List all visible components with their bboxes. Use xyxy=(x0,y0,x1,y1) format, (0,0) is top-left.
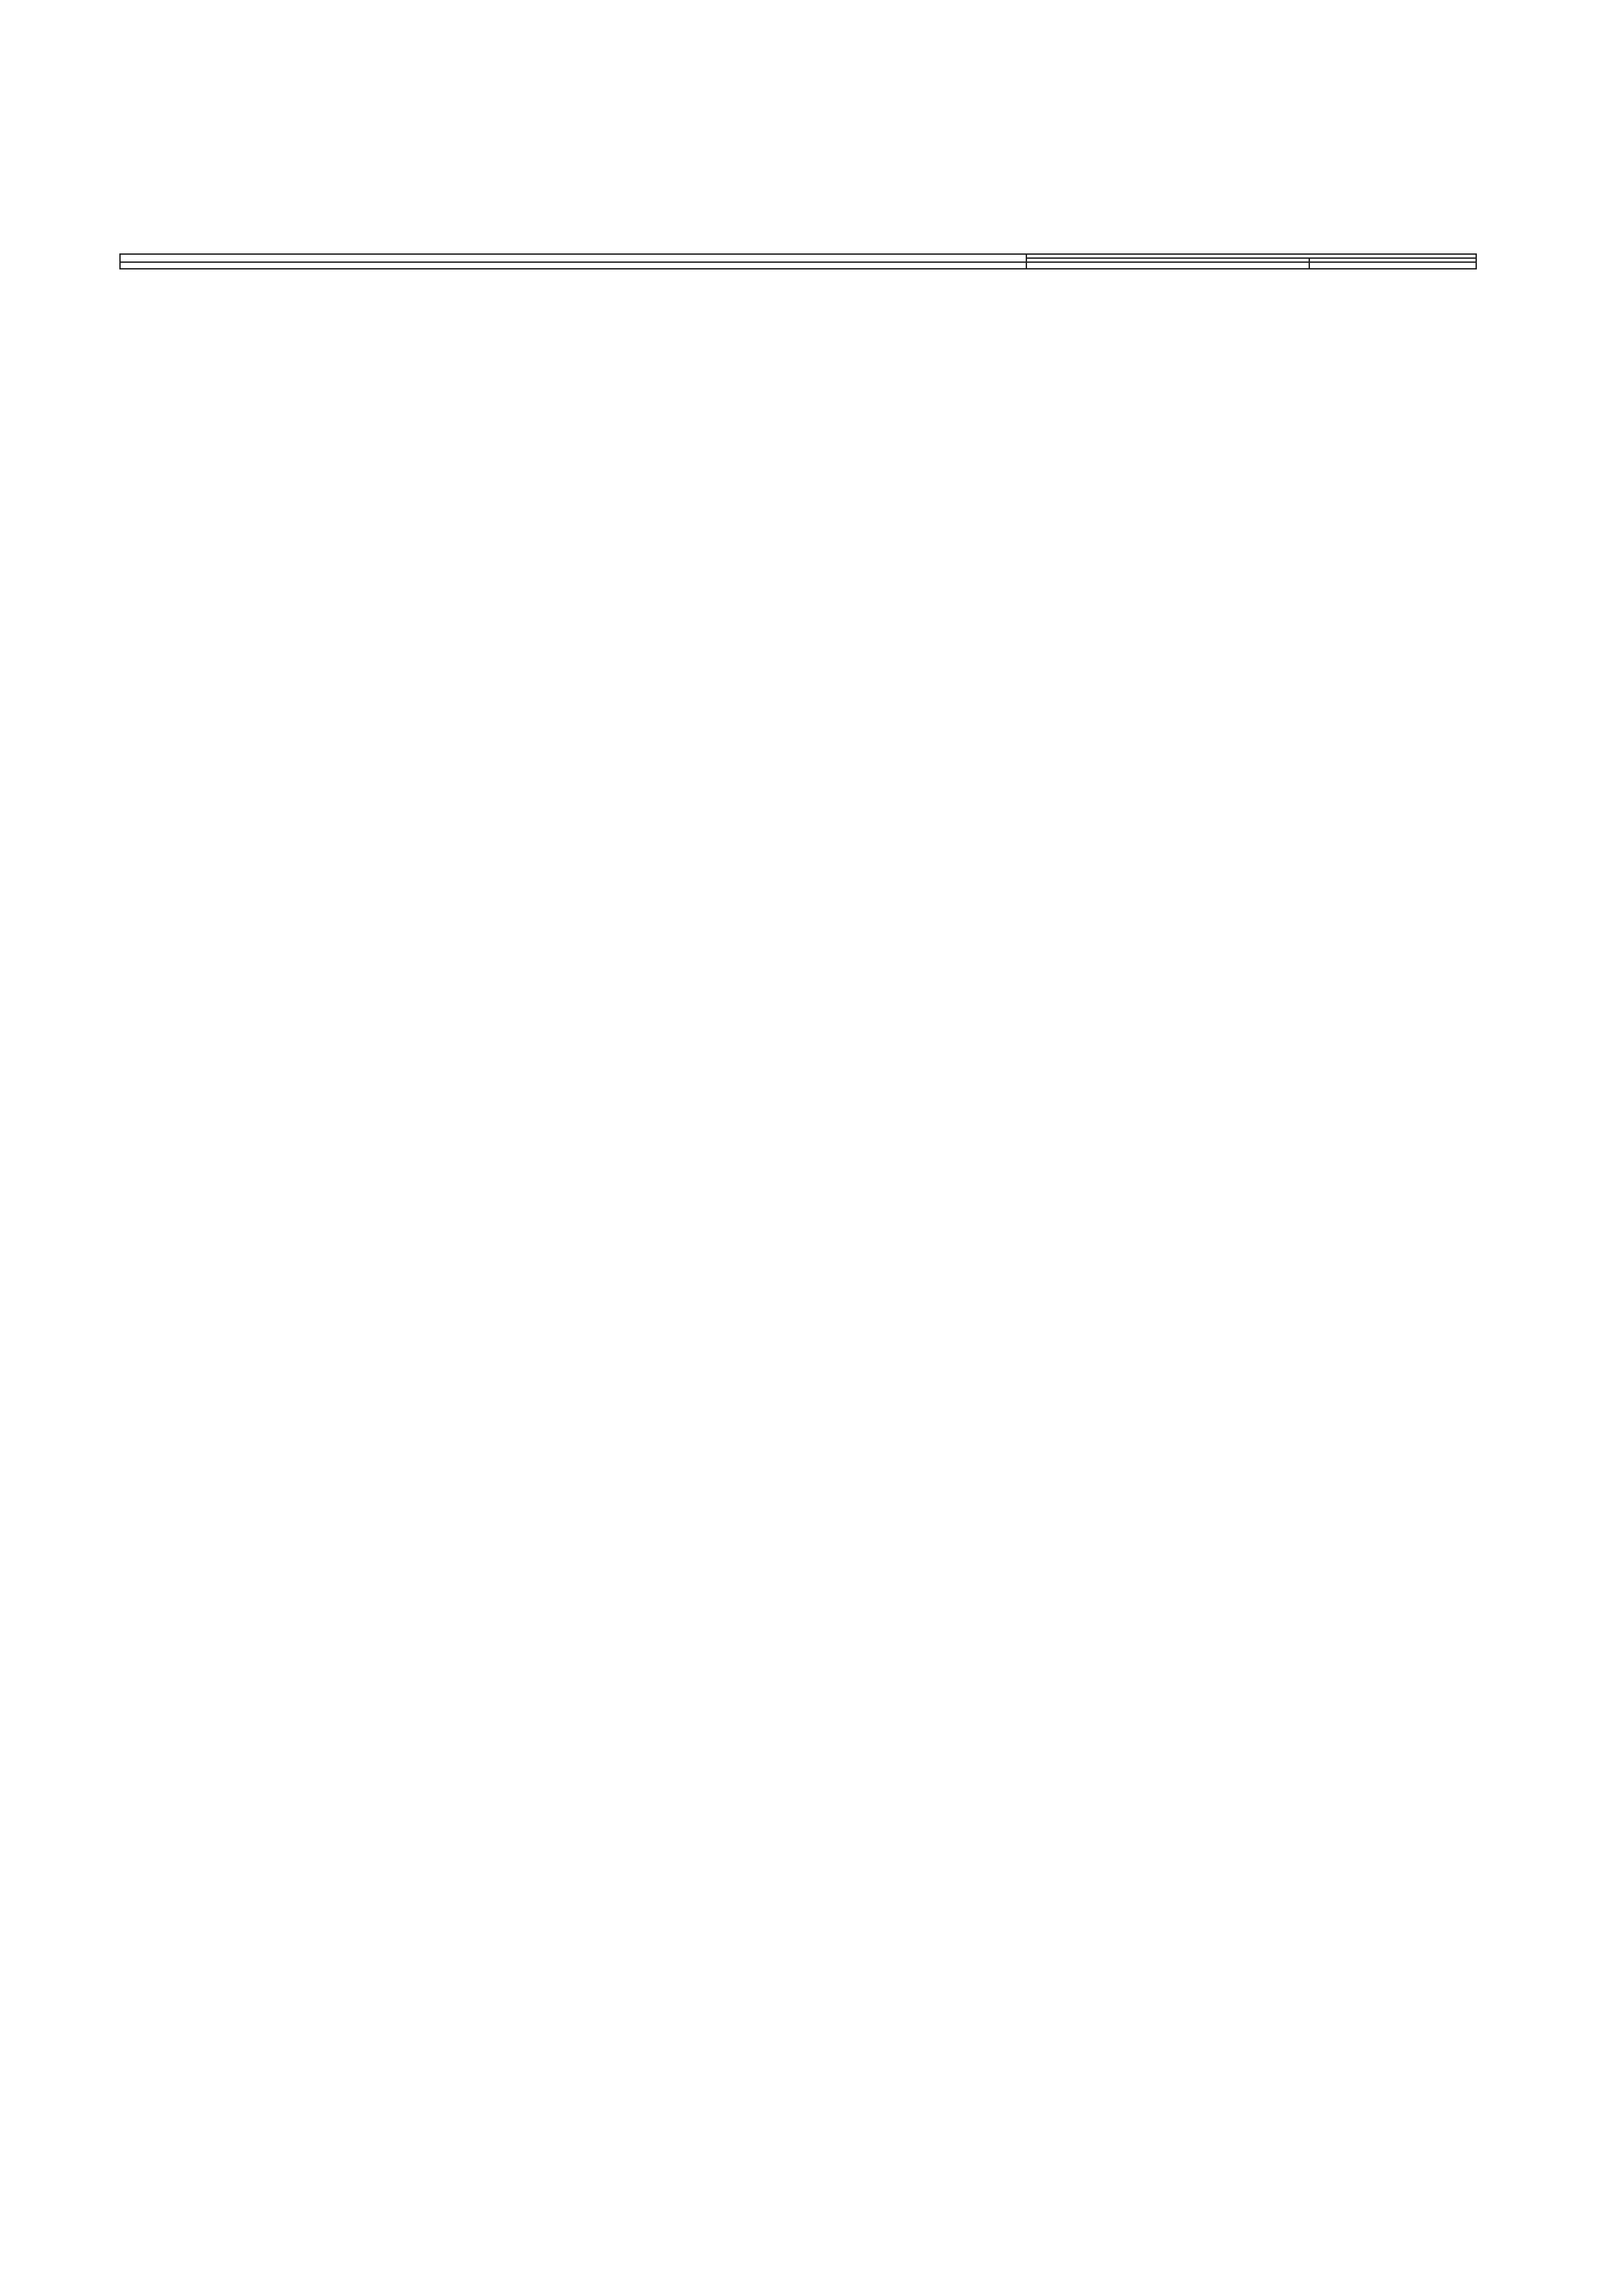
page-body xyxy=(119,220,1477,269)
table-10 xyxy=(119,253,1477,269)
table10-row2-label xyxy=(120,265,1026,269)
table10-row-1-2 xyxy=(120,265,1476,269)
table10-cell xyxy=(1026,265,1309,269)
table10-cell xyxy=(1309,265,1476,269)
table10-col-name xyxy=(120,254,1026,262)
